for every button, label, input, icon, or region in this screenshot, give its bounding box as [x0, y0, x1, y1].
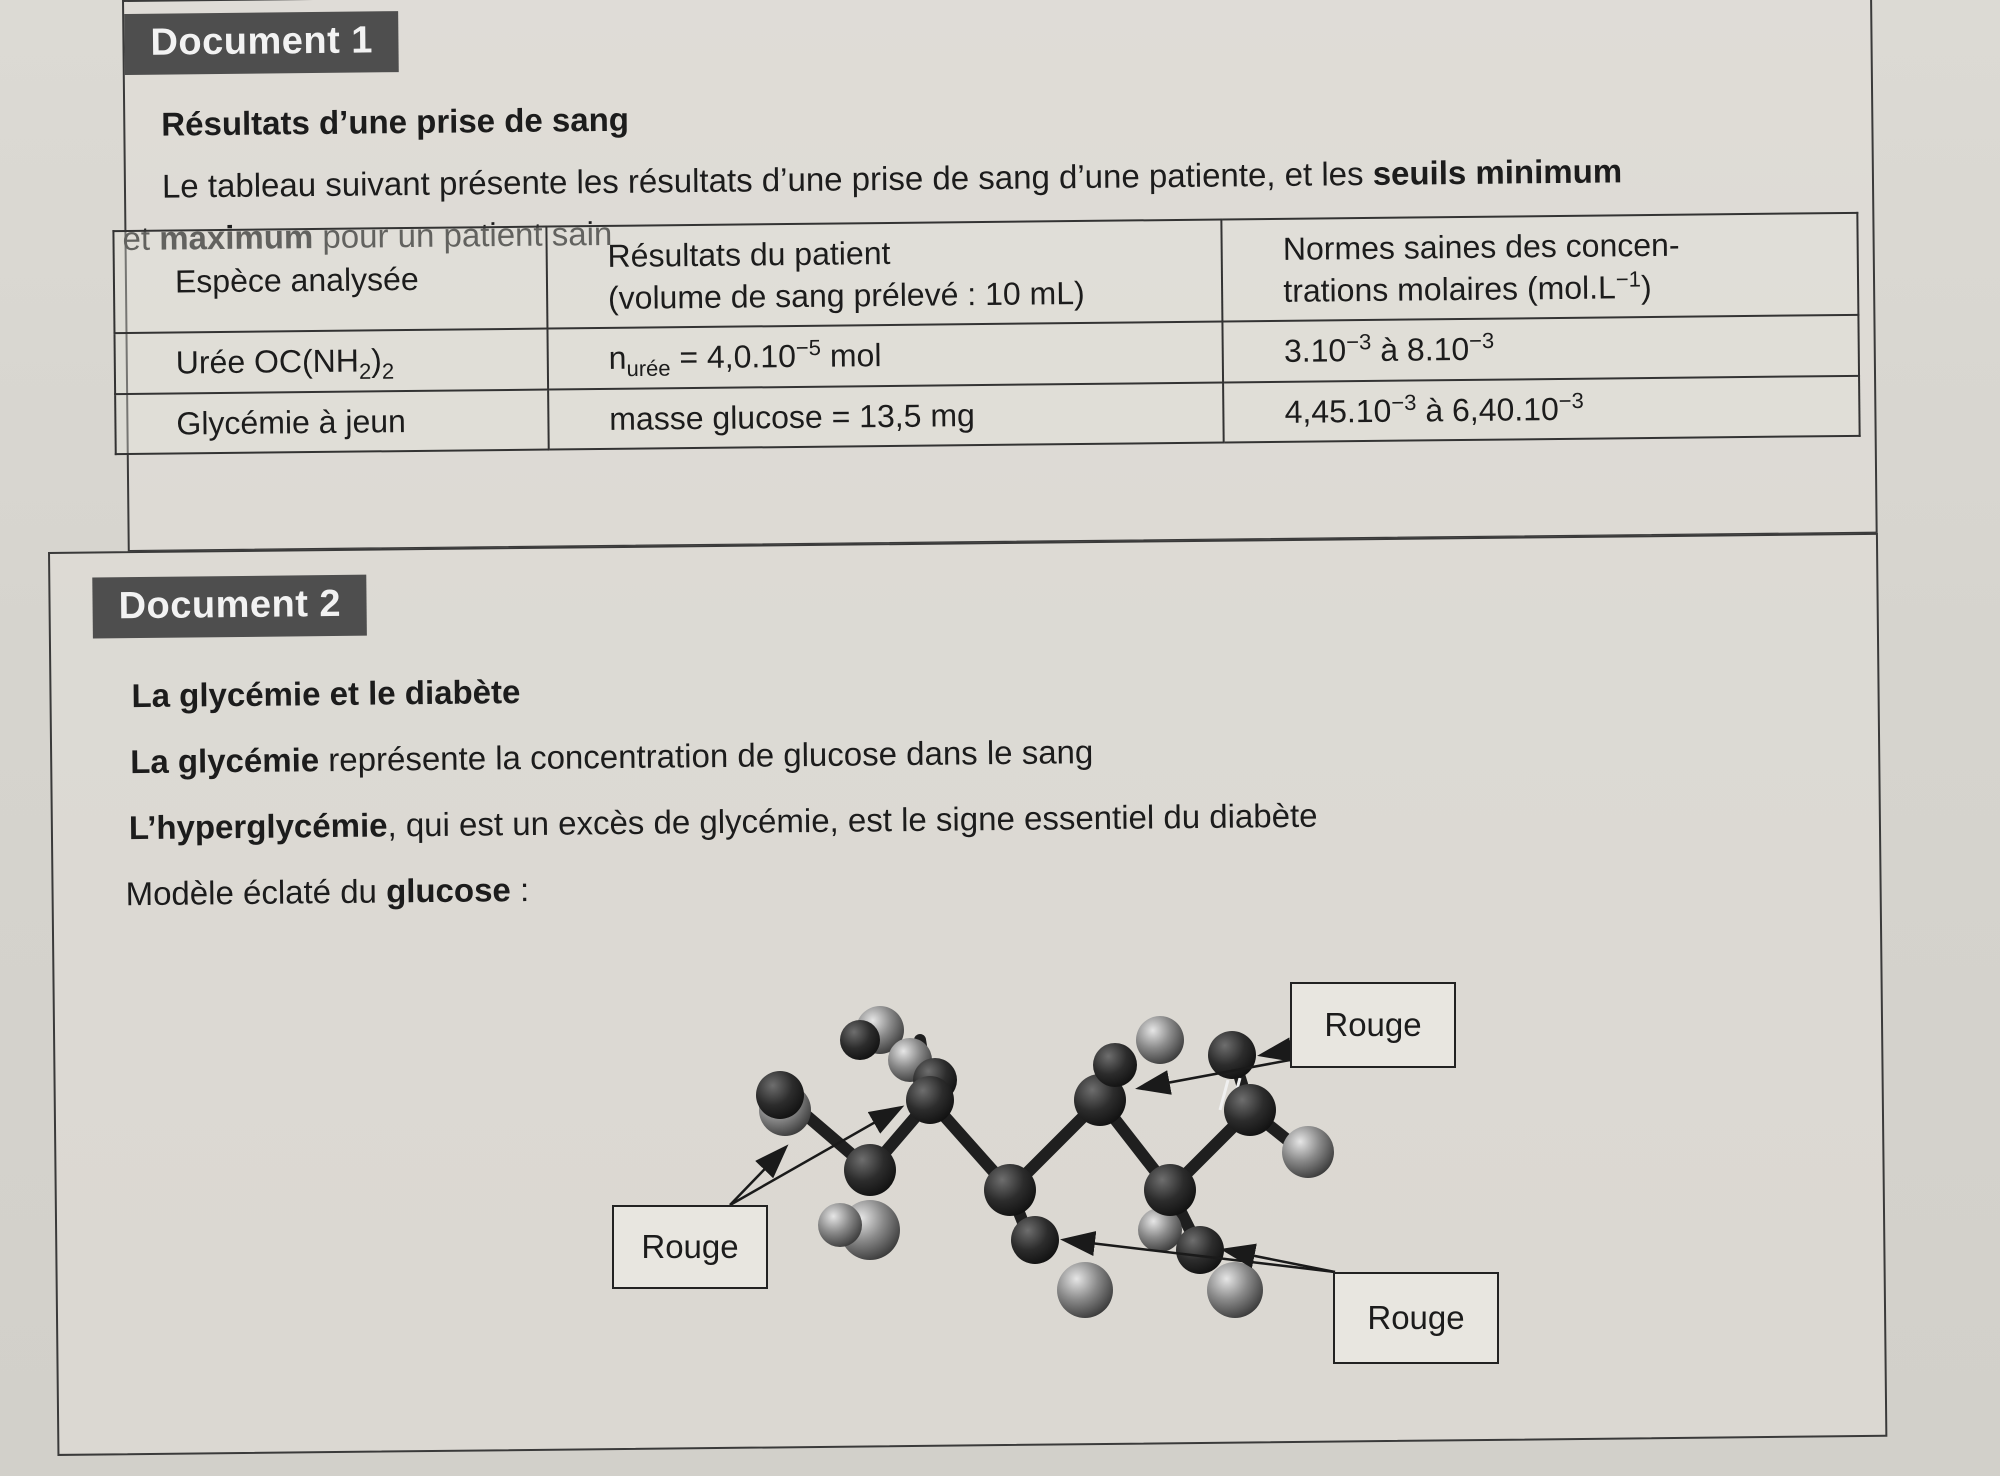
callout-label-rouge-top: Rouge: [1290, 982, 1456, 1068]
row-urea-species: Urée $OC(NH_2)_2$: [114, 329, 547, 394]
document-1-heading: Résultats d’une prise de sang: [161, 100, 630, 143]
document-2-line-1: La glycémie représente la concentration de glucose dans le sang: [130, 733, 1094, 781]
document-2-heading: La glycémie et le diabète: [131, 673, 521, 715]
document-2-tag: Document 2: [92, 575, 367, 639]
document-1-intro-line-1: Le tableau suivant présente les résultats d’une prise de sang d’une patiente, et les seuils minimum: [161, 152, 1623, 205]
row-urea-norm: $3.10^{-3}$ à $8.10^{-3}$: [1223, 315, 1859, 382]
header-patient-results: Résultats du patient (volume de sang prélevé : 10 mL): [546, 219, 1222, 329]
row-glycemia-result: masse glucose = 13,5 mg: [548, 382, 1224, 449]
header-species: Espèce analysée: [113, 227, 547, 334]
row-glycemia-species: Glycémie à jeun: [115, 389, 548, 454]
row-glycemia-norm: $4,45.10^{-3}$ à $6,40.10^{-3}$: [1223, 376, 1859, 443]
callout-label-rouge-left: Rouge: [612, 1205, 768, 1289]
document-1-intro-line-2: et maximum pour un patient sain: [122, 214, 613, 258]
callout-label-rouge-bottom: Rouge: [1333, 1272, 1499, 1364]
header-healthy-norms: Normes saines des concen- trations molaires $(mol.L^{-1})$: [1222, 213, 1859, 322]
row-urea-result: $n_{urée} = 4,0.10^{-5}$ mol: [547, 322, 1223, 389]
document-2-line-3: Modèle éclaté du glucose :: [125, 870, 530, 913]
document-1-tag: Document 1: [124, 11, 399, 75]
document-2-line-2: L’hyperglycémie, qui est un excès de glycémie, est le signe essentiel du diabète: [128, 796, 1318, 847]
